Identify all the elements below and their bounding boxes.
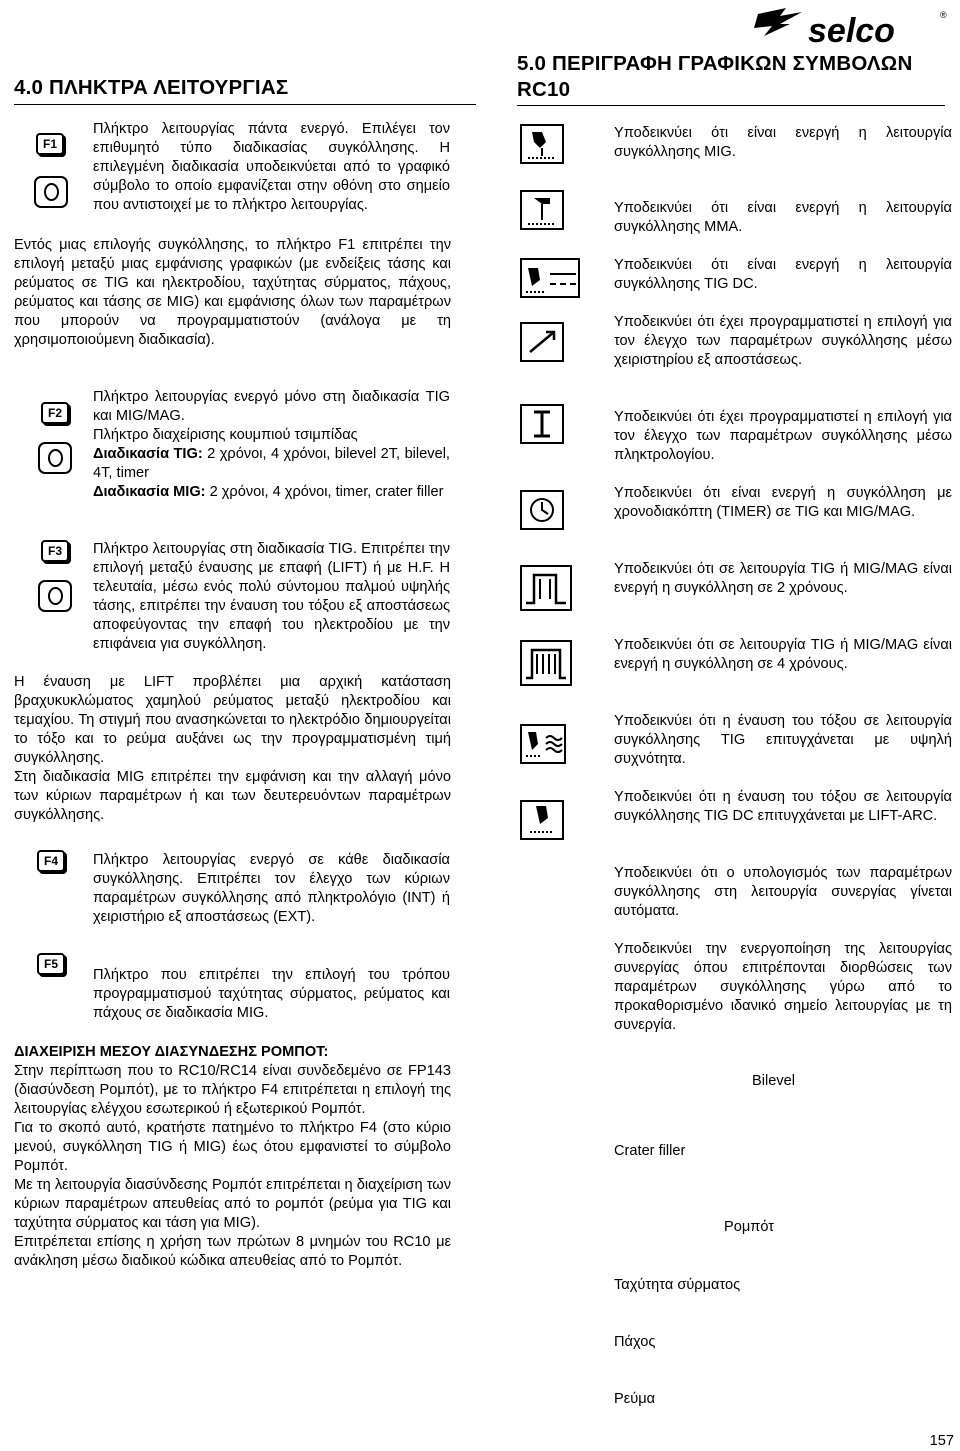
page-number: 157 <box>929 1433 954 1449</box>
f2-line-1: Πλήκτρο λειτουργίας ενεργό μόνο στη διαδικασία TIG και MIG/MAG. <box>93 389 450 424</box>
f2-mig-label: Διαδικασία MIG: <box>93 484 206 500</box>
two-times-icon <box>520 565 572 611</box>
robot-paragraph-1: Στην περίπτωση που το RC10/RC14 είναι συνδεδεμένο σε FP143 (διασύνδεση Ρομπότ), με το πλήκτρο F4 επιτρέπεται η επιλογή της λειτουργίας ελέγχου εσωτερικού ή εξωτερικού Ρομπότ. <box>14 1063 451 1117</box>
f2-key-icon: F2 <box>41 402 69 424</box>
label-robot: Ρομπότ <box>724 1219 775 1235</box>
f1-button-icon <box>34 176 68 208</box>
symbol-desc-4t: Υποδεικνύει ότι σε λειτουργία TIG ή MIG/MAG είναι ενεργή η συγκόλληση σε 4 χρόνους. <box>614 637 952 672</box>
f4-description: Πλήκτρο λειτουργίας ενεργό σε κάθε διαδικασία συγκόλλησης. Επιτρέπει τον έλεγχο των κύριων παραμέτρων συγκόλλησης από πληκτρολόγιο (INT) ή χειριστήριο εξ αποστάσεως (EXT). <box>93 852 450 925</box>
f3-button-icon <box>38 580 72 612</box>
symbol-desc-keyboard: Υποδεικνύει ότι έχει προγραμματιστεί η επιλογή για τον έλεγχο των παραμέτρων συγκόλλησης μέσω πληκτρολογίου. <box>614 409 952 463</box>
symbol-desc-mma: Υποδεικνύει ότι είναι ενεργή η λειτουργία συγκόλλησης MMA. <box>614 200 952 235</box>
hf-start-icon <box>520 724 566 764</box>
symbol-desc-remote: Υποδεικνύει ότι έχει προγραμματιστεί η επιλογή για τον έλεγχο των παραμέτρων συγκόλλησης μέσω χειριστηρίου εξ αποστάσεως. <box>614 314 952 368</box>
four-times-icon <box>520 640 572 686</box>
mig-description: Στη διαδικασία MIG επιτρέπει την εμφάνιση και την αλλαγή μόνο των κύριων παραμέτρων ή και των δευτερευόντων παραμέτρων συγκόλλησης. <box>14 769 451 823</box>
symbol-desc-timer: Υποδεικνύει ότι είναι ενεργή η συγκόλληση με χρονοδιακόπτη (TIMER) σε TIG και MIG/MAG. <box>614 485 952 520</box>
f5-description: Πλήκτρο που επιτρέπει την επιλογή του τρόπου προγραμματισμού ταχύτητας σύρματος, ρεύματος και πάχους σε διαδικασία MIG. <box>93 967 450 1021</box>
label-current: Ρεύμα <box>614 1391 656 1407</box>
svg-text:selco: selco <box>808 12 895 50</box>
f2-tig-text: 2 χρόνοι, 4 χρόνοι, bilevel 2T, bilevel, 4T, timer <box>93 446 450 481</box>
f2-tig <box>93 445 450 483</box>
right-title-rule <box>517 105 945 106</box>
tig-dc-icon <box>520 258 580 298</box>
keyboard-control-icon <box>520 404 564 444</box>
f2-mig-text: 2 χρόνοι, 4 χρόνοι, timer, crater filler <box>205 484 444 500</box>
lift-description: Η έναυση με LIFT προβλέπει μια αρχική κατάσταση βραχυκυκλώματος χαμηλού ρεύματος μεταξύ ηλεκτροδίου και τεμαχίου. Τη στιγμή που ανασηκώνεται το ηλεκτρόδιο δημιουργείται το τόξο και το ρεύμα αυξάνει ως την προγραμματισμένη τιμή συγκόλλησης. <box>14 674 451 766</box>
symbol-desc-2t: Υποδεικνύει ότι σε λειτουργία TIG ή MIG/MAG είναι ενεργή η συγκόλληση σε 2 χρόνους. <box>614 561 952 596</box>
symbol-desc-tig-dc: Υποδεικνύει ότι είναι ενεργή η λειτουργία συγκόλλησης TIG DC. <box>614 257 952 292</box>
f1-description: Πλήκτρο λειτουργίας πάντα ενεργό. Επιλέγει τον επιθυμητό τύπο διαδικασίας συγκόλλησης. Η επιλεγμένη διαδικασία υποδεικνύεται από το γραφικό σύμβολο το οποίο εμφανίζεται στην οθόνη στο σημείο που αντιστοιχεί με το πλήκτρο λειτουργίας. <box>93 121 450 213</box>
label-wire-speed: Ταχύτητα σύρματος <box>614 1277 741 1293</box>
left-title-rule <box>14 104 476 105</box>
f2-tig-label: Διαδικασία TIG: <box>93 446 203 462</box>
robot-paragraph-3: Με τη λειτουργία διασύνδεσης Ρομπότ επιτρέπεται η διαχείριση των κύριων παραμέτρων απευθείας από το ρομπότ (ρεύμα για TIG και ταχύτητα σύρματος και τάση για MIG). <box>14 1177 451 1231</box>
f2-line-2: Πλήκτρο διαχείρισης κουμπιού τσιμπίδας <box>93 427 358 443</box>
timer-icon <box>520 490 564 530</box>
symbol-desc-mig: Υποδεικνύει ότι είναι ενεργή η λειτουργία συγκόλλησης MIG. <box>614 125 952 160</box>
f2-mig <box>93 483 450 502</box>
f4-key-icon: F4 <box>37 850 65 872</box>
symbol-desc-synergy-auto: Υποδεικνύει ότι ο υπολογισμός των παραμέτρων συγκόλλησης στη λειτουργία συνεργίας γίνεται αυτόματα. <box>614 865 952 919</box>
section-4-title: 4.0 ΠΛΗΚΤΡΑ ΛΕΙΤΟΥΡΓΙΑΣ <box>14 76 289 99</box>
robot-paragraph-4: Επιτρέπεται επίσης η χρήση των πρώτων 8 μνημών του RC10 με ανάκληση μέσω διαδικού κώδικα απευθείας από το Ρομπότ. <box>14 1234 451 1269</box>
symbol-desc-lift: Υποδεικνύει ότι η έναυση του τόξου σε λειτουργία συγκόλλησης TIG DC επιτυγχάνεται με LIFT-ARC. <box>614 789 952 824</box>
f2-description <box>93 388 450 502</box>
svg-text:®: ® <box>940 10 947 20</box>
robot-paragraph-2: Για το σκοπό αυτό, κρατήστε πατημένο το πλήκτρο F4 (στο κύριο μενού, συγκόλληση TIG ή MIG) έως ότου εμφανιστεί το σύμβολο Ρομπότ. <box>14 1120 451 1174</box>
remote-control-icon <box>520 322 564 362</box>
f3-key-icon: F3 <box>41 540 69 562</box>
robot-heading: ΔΙΑΧΕΙΡΙΣΗ ΜΕΣΟΥ ΔΙΑΣΥΝΔΕΣΗΣ ΡΟΜΠΟΤ: <box>14 1044 329 1060</box>
section-5-title-line2: RC10 <box>517 78 571 101</box>
f1-description-2: Εντός μιας επιλογής συγκόλλησης, το πλήκτρο F1 επιτρέπει την επιλογή μεταξύ μιας εμφάνισης γραφικών (με ενδείξεις τάσης και ρεύματος σε TIG και ηλεκτροδίου, ταχύτητας σύρματος, πάχους, ρεύματος και τάσης σε MIG) και εμφάνισης όλων των παραμέτρων που μπορούν να προγραμματιστούν (ανάλογα με τη χρησιμοποιούμενη διαδικασία). <box>14 237 451 348</box>
f2-button-icon <box>38 442 72 474</box>
symbol-desc-synergy-correction: Υποδεικνύει την ενεργοποίηση της λειτουργίας συνεργίας όπου επιτρέπονται διορθώσεις των παραμέτρων συγκόλλησης γύρω από το προκαθορισμένο ιδανικό σημείο λειτουργίας με τη συνεργία. <box>614 941 952 1033</box>
section-5-title-line1: 5.0 ΠΕΡΙΓΡΑΦΗ ΓΡΑΦΙΚΩΝ ΣΥΜΒΟΛΩΝ <box>517 52 913 75</box>
mig-torch-icon <box>520 124 564 164</box>
symbol-desc-hf: Υποδεικνύει ότι η έναυση του τόξου σε λειτουργία συγκόλλησης TIG επιτυγχάνεται με υψηλή συχνότητα. <box>614 713 952 767</box>
f5-key-icon: F5 <box>37 953 65 975</box>
mma-electrode-icon <box>520 190 564 230</box>
label-bilevel: Bilevel <box>752 1073 795 1089</box>
label-crater-filler: Crater filler <box>614 1143 686 1159</box>
robot-paragraphs <box>14 1062 451 1271</box>
label-thickness: Πάχος <box>614 1334 656 1350</box>
f3-description: Πλήκτρο λειτουργίας στη διαδικασία TIG. Επιτρέπει την επιλογή μεταξύ έναυσης με επαφή (LIFT) ή με H.F. Η τελευταία, μέσω ενός πολύ σύντομου παλμού υψηλής τάσης, επιτρέπει την έναυση του τόξου εξ αποστάσεως αποφεύγοντας την επαφή του ηλεκτροδίου με την επιφάνεια για συγκόλληση. <box>93 541 450 652</box>
selco-logo <box>750 4 950 54</box>
lift-arc-icon <box>520 800 564 840</box>
f1-key-icon: F1 <box>36 133 64 155</box>
